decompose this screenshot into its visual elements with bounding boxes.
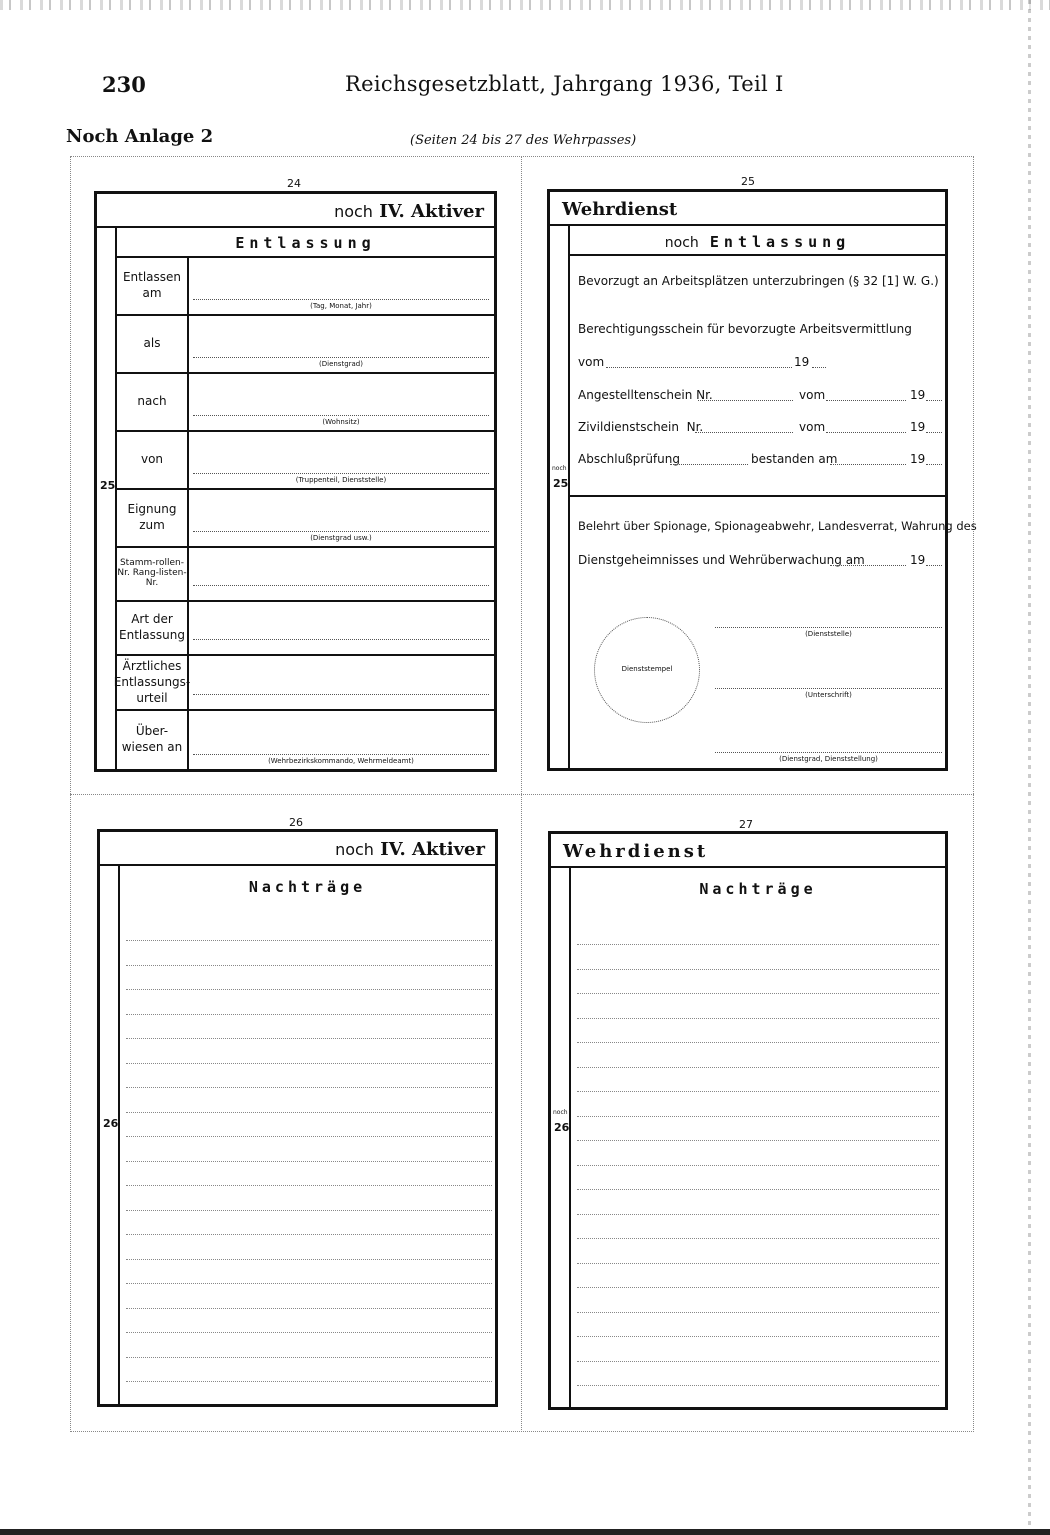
text-bestanden-am: bestanden am <box>751 452 838 466</box>
entlassung-row-rule <box>117 546 494 548</box>
nachtrag-dotted-line <box>577 993 939 994</box>
panel-27-header <box>551 834 945 868</box>
dotted-belehrt <box>830 565 906 566</box>
panel-24-header <box>97 194 494 228</box>
entlassung-row-rule <box>117 430 494 432</box>
header-wehrdienst-27: Wehrdienst <box>563 841 709 862</box>
dotted-year-1 <box>812 367 826 368</box>
dotted-year-3 <box>926 432 942 433</box>
dotted-vom-3 <box>826 432 906 433</box>
sheet-horizontal-divider <box>70 794 974 795</box>
entlassung-row-dotted-line <box>193 694 489 695</box>
page-25-number: 25 <box>741 175 755 188</box>
entlassung-row-label: Entlassen am <box>122 270 182 300</box>
text-vom-2: vom <box>799 388 826 402</box>
nachtrag-dotted-line <box>577 1140 939 1141</box>
nachtrag-dotted-line <box>126 1014 492 1015</box>
text-berechtigungsschein: Berechtigungsschein für bevorzugte Arbeitsvermittlung <box>578 322 912 336</box>
page-26-number: 26 <box>289 816 303 829</box>
entlassung-row-rule <box>117 314 494 316</box>
nachtrag-dotted-line <box>577 1385 939 1386</box>
nachtrag-dotted-line <box>577 1067 939 1068</box>
text-dienstgeheimnis: Dienstgeheimnisses und Wehrüberwachung am <box>578 553 865 567</box>
entlassung-row-rule <box>117 600 494 602</box>
panel-25-header <box>550 192 945 226</box>
nachtrag-dotted-line <box>577 1336 939 1337</box>
header-wehrdienst: Wehrdienst <box>562 199 678 220</box>
nachtrag-dotted-line <box>126 989 492 990</box>
nachtrag-dotted-line <box>577 1165 939 1166</box>
nachtrag-dotted-line <box>577 1042 939 1043</box>
entlassung-row-dotted-line <box>193 473 489 474</box>
header-aktiver: IV. Aktiver <box>379 201 484 222</box>
section-nachtraege-26: Nachträge <box>248 878 367 896</box>
dotted-unterschrift <box>715 688 942 689</box>
panel-page-24 <box>94 191 497 772</box>
nachtrag-dotted-line <box>577 1116 939 1117</box>
entlassung-row-label: von <box>140 452 164 466</box>
entlassung-row-caption: (Wohnsitz) <box>322 418 360 426</box>
nachtrag-dotted-line <box>577 1263 939 1264</box>
text-19-2: 19 <box>910 388 926 402</box>
dotted-year-5 <box>926 565 942 566</box>
nachtrag-dotted-line <box>577 1091 939 1092</box>
dotted-dienststelle <box>715 627 942 628</box>
entlassung-row-rule <box>117 654 494 656</box>
entlassung-row-dotted-line <box>193 754 489 755</box>
text-zivildienstschein: Zivildienstschein Nr. <box>578 420 704 434</box>
nachtrag-dotted-line <box>577 1189 939 1190</box>
section-noch: noch <box>664 235 699 251</box>
panel-27-side-number: 26 <box>554 1121 570 1134</box>
panel-24-side-number: 25 <box>100 479 116 492</box>
entlassung-row-dotted-line <box>193 415 489 416</box>
side-noch: noch <box>552 465 567 472</box>
entlassung-row-label: Art der Entlassung <box>119 612 185 642</box>
text-angestelltenschein: Angestelltenschein Nr. <box>578 388 713 402</box>
panel-26-header <box>100 832 495 866</box>
nachtrag-dotted-line <box>577 944 939 945</box>
scan-noise-top <box>0 0 1050 10</box>
panel-page-26 <box>97 829 498 1407</box>
entlassung-row-caption: (Wehrbezirkskommando, Wehrmeldeamt) <box>268 757 414 765</box>
panel-25-side-number: 25 <box>553 477 569 490</box>
panel-26-side-number: 26 <box>103 1117 119 1130</box>
running-title: Reichsgesetzblatt, Jahrgang 1936, Teil I <box>345 72 784 96</box>
page-27-number: 27 <box>739 818 753 831</box>
page-number: 230 <box>102 72 146 97</box>
entlassung-row-caption: (Dienstgrad usw.) <box>310 534 372 542</box>
section-line <box>570 232 945 251</box>
panel-page-27 <box>548 831 948 1410</box>
nachtrag-dotted-line <box>126 1259 492 1260</box>
nachtrag-dotted-line <box>577 1287 939 1288</box>
entlassung-row-label: Eignung zum <box>127 502 177 532</box>
dotted-year-4 <box>926 464 942 465</box>
text-19-4: 19 <box>910 452 926 466</box>
nachtrag-dotted-line <box>577 1214 939 1215</box>
nachtrag-dotted-line <box>126 940 492 941</box>
entlassung-row-dotted-line <box>193 357 489 358</box>
nachtrag-dotted-line <box>126 1087 492 1088</box>
nachtrag-dotted-line <box>126 1161 492 1162</box>
text-19-3: 19 <box>910 420 926 434</box>
entlassung-row-dotted-line <box>193 585 489 586</box>
entlassung-row-label: Stamm-rollen-Nr. Rang-listen-Nr. <box>117 558 187 588</box>
section-rule <box>117 256 494 258</box>
panel-27-left-rule <box>569 868 571 1407</box>
nachtrag-dotted-line <box>126 1283 492 1284</box>
section-nachtraege-27: Nachträge <box>699 880 817 898</box>
header-noch-26: noch <box>335 840 374 859</box>
annex-label: Noch Anlage 2 <box>66 126 214 147</box>
text-19-1: 19 <box>794 355 810 369</box>
nachtrag-dotted-line <box>577 1312 939 1313</box>
text-19-5: 19 <box>910 553 926 567</box>
section-rule-25 <box>570 254 945 256</box>
stamp-label: Dienststempel <box>621 665 673 673</box>
text-vom-1: vom <box>578 355 605 369</box>
nachtrag-dotted-line <box>126 1112 492 1113</box>
subtitle-note: (Seiten 24 bis 27 des Wehrpasses) <box>410 133 637 148</box>
nachtrag-dotted-line <box>126 1136 492 1137</box>
entlassung-row-label: als <box>143 336 161 350</box>
nachtrag-dotted-line <box>126 1234 492 1235</box>
dotted-year-2 <box>926 400 942 401</box>
entlassung-row-label: nach <box>137 394 167 408</box>
nachtrag-dotted-line <box>126 1357 492 1358</box>
caption-unterschrift: (Unterschrift) <box>805 691 852 699</box>
nachtrag-dotted-line <box>126 1063 492 1064</box>
dotted-zivildienst-nr <box>695 432 793 433</box>
dotted-vom-1 <box>606 367 792 368</box>
entlassung-row-dotted-line <box>193 299 489 300</box>
panel-page-25 <box>547 189 977 771</box>
section-entlassung-25: Entlassung <box>709 233 851 251</box>
entlassung-row-label: Ärztliches Entlassungs-urteil <box>113 658 191 705</box>
dotted-dienstgrad <box>715 752 942 753</box>
belehrung-rule <box>570 495 945 497</box>
header-noch: noch <box>334 202 373 221</box>
entlassung-row-dotted-line <box>193 531 489 532</box>
dotted-pruefung <box>670 464 748 465</box>
dotted-angestellten-nr <box>698 400 793 401</box>
nachtrag-dotted-line <box>126 1332 492 1333</box>
entlassung-row-label: Über-wiesen an <box>121 724 183 754</box>
entlassung-row-rule <box>117 488 494 490</box>
nachtrag-dotted-line <box>126 1308 492 1309</box>
entlassung-row-caption: (Dienstgrad) <box>319 360 363 368</box>
panel-25-left-rule <box>568 226 570 768</box>
dotted-bestanden <box>830 464 906 465</box>
entlassung-row-caption: (Truppenteil, Dienststelle) <box>295 476 387 484</box>
text-bevorzugt: Bevorzugt an Arbeitsplätzen unterzubringen (§ 32 [1] W. G.) <box>578 274 939 288</box>
nachtrag-dotted-line <box>577 1238 939 1239</box>
entlassung-row-dotted-line <box>193 639 489 640</box>
entlassung-row-rule <box>117 372 494 374</box>
nachtrag-dotted-line <box>126 965 492 966</box>
side-noch-27: noch <box>553 1109 568 1116</box>
nachtrag-dotted-line <box>577 1361 939 1362</box>
nachtrag-dotted-line <box>126 1381 492 1382</box>
text-belehrt: Belehrt über Spionage, Spionageabwehr, Landesverrat, Wahrung des <box>578 519 977 533</box>
nachtrag-dotted-line <box>126 1185 492 1186</box>
entlassung-row-rule <box>117 709 494 711</box>
scan-edge-bottom <box>0 1529 1050 1535</box>
caption-dienststelle: (Dienststelle) <box>805 630 852 638</box>
nachtrag-dotted-line <box>577 969 939 970</box>
section-entlassung: Entlassung <box>235 234 376 252</box>
nachtrag-dotted-line <box>126 1038 492 1039</box>
nachtrag-dotted-line <box>126 1210 492 1211</box>
panel-26-left-rule <box>118 866 120 1404</box>
page-24-number: 24 <box>287 177 301 190</box>
entlassung-row-caption: (Tag, Monat, Jahr) <box>310 302 372 310</box>
dotted-vom-2 <box>826 400 906 401</box>
scan-edge-right <box>1028 0 1031 1535</box>
nachtrag-dotted-line <box>577 1018 939 1019</box>
caption-dienstgrad: (Dienstgrad, Dienststellung) <box>779 755 878 763</box>
text-abschlusspruefung: Abschlußprüfung <box>578 452 680 466</box>
text-vom-3: vom <box>799 420 826 434</box>
header-aktiver-26: IV. Aktiver <box>380 839 485 860</box>
